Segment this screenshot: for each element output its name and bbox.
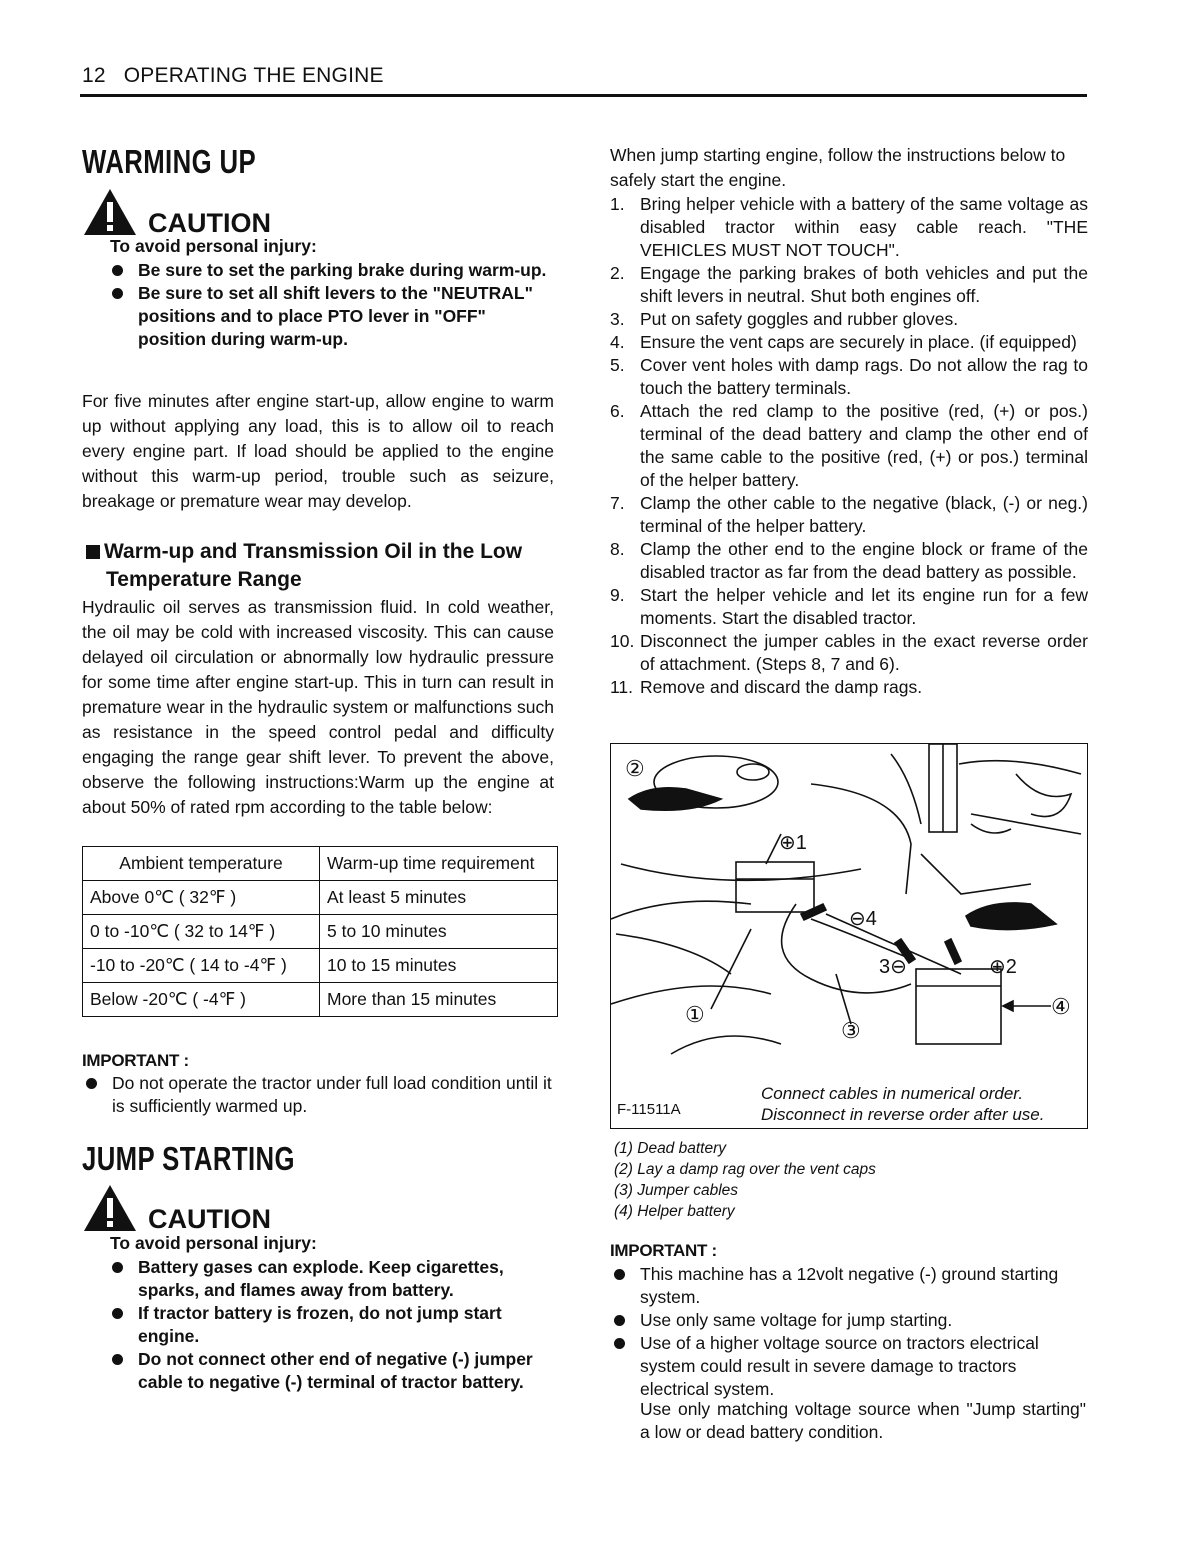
step-number: 7. [610,493,625,513]
step-item [610,676,1088,699]
caution-header [82,1183,271,1233]
step-item [610,331,1088,354]
important-note: Use only matching voltage source when "Jump starting" a low or dead battery condition. [640,1399,1086,1442]
square-bullet-icon [86,545,100,559]
caution-header [82,187,271,237]
table-header: Warm-up time requirement [320,847,558,881]
figure-legend [614,1138,876,1222]
step-number: 5. [610,355,625,375]
header-rule [80,94,1087,97]
jumper-cable [782,904,911,993]
step-number: 10. [610,631,635,651]
step-text: Remove and discard the damp rags. [640,677,923,697]
step-number: 6. [610,401,625,421]
helper-battery [916,969,1001,1044]
important-item: Do not operate the tractor under full load condition until it is sufficiently warmed up. [82,1072,560,1118]
table-header: Ambient temperature [83,847,320,881]
callout-4: ④ [1051,994,1071,1019]
step-number: 8. [610,539,625,559]
jump-intro: When jump starting engine, follow the instructions below to safely start the engine. [610,145,1066,190]
subheading [86,538,566,594]
step-item [610,193,1088,262]
jump-starting-title: JUMP STARTING [82,1140,295,1177]
warning-triangle-icon [82,187,138,237]
legend-item: (4) Helper battery [614,1203,735,1220]
table-cell: Below -20℃ ( -4℉ ) [83,983,320,1017]
table-cell: 10 to 15 minutes [320,949,558,983]
terminal-label-4: ⊖4 [849,908,877,930]
legend-item: (1) Dead battery [614,1140,726,1157]
legend-item: (3) Jumper cables [614,1182,739,1199]
step-item [610,584,1088,630]
step-number: 9. [610,585,625,605]
jump-start-figure [610,743,1088,1129]
page-number: 12 [82,64,106,87]
important-item: Use of a higher voltage source on tractors electrical system could result in severe damage to tractors electrical system. [610,1332,1088,1401]
subheading-line2: Temperature Range [106,568,302,591]
step-text: Clamp the other cable to the negative (black, (-) or neg.) terminal of the helper battery. [640,493,1088,536]
terminal-label-3: 3⊖ [879,956,907,978]
figure-caption [761,1083,1044,1125]
table-header-row [83,847,558,881]
step-item [610,630,1088,676]
jump-start-illustration [611,744,1087,1128]
step-text: Put on safety goggles and rubber gloves. [640,309,959,329]
table-row [83,915,558,949]
subheading-line1: Warm-up and Transmission Oil in the Low [104,540,523,563]
caution-item: If tractor battery is frozen, do not jump start engine. [108,1302,556,1348]
caution-item: Be sure to set all shift levers to the "NEUTRAL" positions and to place PTO lever in "OFF" position during warm-up. [108,282,556,351]
step-item [610,400,1088,492]
caption-line2: Disconnect in reverse order after use. [761,1105,1045,1124]
step-item [610,308,1088,331]
step-item [610,262,1088,308]
step-number: 2. [610,263,625,283]
step-item [610,538,1088,584]
terminal-label-1: ⊕1 [779,832,807,854]
table-cell: More than 15 minutes [320,983,558,1017]
table-cell: At least 5 minutes [320,881,558,915]
step-text: Ensure the vent caps are securely in place. (if equipped) [640,332,1077,352]
table-cell: 5 to 10 minutes [320,915,558,949]
terminal-label-2: ⊕2 [989,956,1017,978]
table-row [83,949,558,983]
transmission-oil-paragraph: Hydraulic oil serves as transmission fluid. In cold weather, the oil may be cold with increased viscosity. This can cause delayed oil circulation or abnormally low hydraulic pressure for some time after engine start-up. This in turn can result in premature wear in the hydraulic system or malfunctions such as resistance in the speed control pedal and difficulty engaging the range gear shift lever. To prevent the above, observe the following instructions:Warm up the engine at about 50% of rated rpm according to the table below: [82,597,554,817]
step-text: Engage the parking brakes of both vehicles and put the shift levers in neutral. Shut both engines off. [640,263,1088,306]
step-item [610,354,1088,400]
warm-up-paragraph: For five minutes after engine start-up, allow engine to warm up without applying any load, this is to allow oil to reach every engine part. If load should be applied to the engine without this warm-up period, trouble such as seizure, breakage or premature wear may develop. [82,391,554,511]
step-number: 1. [610,194,625,214]
caution-item: Be sure to set the parking brake during warm-up. [108,259,556,282]
step-text: Cover vent holes with damp rags. Do not allow the rag to touch the battery terminals. [640,355,1088,398]
table-row [83,881,558,915]
caution-list [108,259,556,351]
legend-item: (2) Lay a damp rag over the vent caps [614,1161,876,1178]
jump-steps [610,193,1088,699]
caution-item: Do not connect other end of negative (-) jumper cable to negative (-) terminal of tractor battery. [108,1348,556,1394]
dead-battery [736,862,814,912]
step-text: Disconnect the jumper cables in the exact reverse order of attachment. (Steps 8, 7 and 6). [640,631,1088,674]
important-label: IMPORTANT : [610,1241,717,1260]
important-label: IMPORTANT : [82,1051,189,1070]
step-number: 3. [610,309,625,329]
step-text: Bring helper vehicle with a battery of the same voltage as disabled tractor within easy cable reach. "THE VEHICLES MUST NOT TOUCH". [640,194,1088,260]
warming-up-title: WARMING UP [82,143,257,180]
step-text: Start the helper vehicle and let its engine run for a few moments. Start the disabled tractor. [640,585,1088,628]
step-text: Clamp the other end to the engine block or frame of the disabled tractor as far from the dead battery as possible. [640,539,1088,582]
caution-list [108,1256,556,1394]
caution-label: CAUTION [148,1204,271,1234]
warm-up-table [82,846,558,1017]
step-number: 11. [610,677,634,697]
caution-label: CAUTION [148,208,271,238]
caution-intro: To avoid personal injury: [110,1233,317,1253]
important-list [82,1072,560,1118]
section-title: OPERATING THE ENGINE [123,64,384,87]
important-item: This machine has a 12volt negative (-) ground starting system. [610,1263,1088,1309]
table-cell: -10 to -20℃ ( 14 to -4℉ ) [83,949,320,983]
caution-intro: To avoid personal injury: [110,236,317,256]
step-text: Attach the red clamp to the positive (red, (+) or pos.) terminal of the dead battery and clamp the other end of the same cable to the positive (red, (+) or pos.) terminal of the helper battery. [640,401,1088,490]
callout-3: ③ [841,1018,861,1043]
page-header [82,64,384,88]
step-number: 4. [610,332,625,352]
warning-triangle-icon [82,1183,138,1233]
step-item [610,492,1088,538]
caption-line1: Connect cables in numerical order. [761,1084,1024,1103]
table-row [83,983,558,1017]
callout-1: ① [685,1002,705,1027]
important-list [610,1263,1088,1401]
callout-2: ② [625,756,645,781]
important-item: Use only same voltage for jump starting. [610,1309,1088,1332]
steering-hub [737,764,769,780]
caution-item: Battery gases can explode. Keep cigarettes, sparks, and flames away from battery. [108,1256,556,1302]
figure-code: F-11511A [617,1101,681,1118]
table-cell: Above 0℃ ( 32℉ ) [83,881,320,915]
table-cell: 0 to -10℃ ( 32 to 14℉ ) [83,915,320,949]
